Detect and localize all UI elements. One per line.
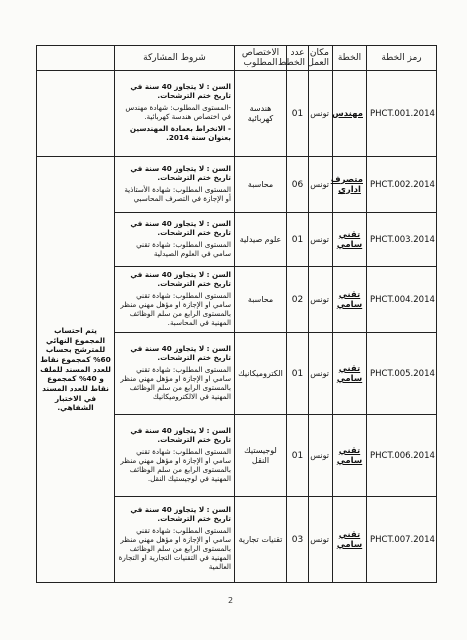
plan-count: 03 xyxy=(287,497,309,583)
work-location: تونس xyxy=(309,157,333,213)
plan-code: PHCT.005.2014 xyxy=(367,333,437,415)
plan-code: PHCT.007.2014 xyxy=(367,497,437,583)
work-location: تونس xyxy=(309,71,333,157)
plan-count: 01 xyxy=(287,415,309,497)
work-location: تونس xyxy=(309,213,333,267)
condition-age: السن : لا يتجاوز 40 سنة في تاريخ ختم الترشحات. xyxy=(130,505,231,523)
participation-conditions xyxy=(115,497,235,583)
table-header-row xyxy=(37,46,437,71)
plan-count: 06 xyxy=(287,157,309,213)
condition-level: المستوى المطلوب: شهادة تقني سامي في العلوم الصيدلية xyxy=(136,239,231,258)
participation-conditions xyxy=(115,333,235,415)
header-merged xyxy=(37,46,115,71)
plan-title: تقني سامي xyxy=(333,497,367,583)
table-row xyxy=(37,157,437,213)
condition-level: المستوى المطلوب: شهادة تقني سامي او الإجازة او مؤهل مهني منظر بالمستوى الرابع من سلم الوظائف المهنية في لوجيستيك النقل. xyxy=(120,446,231,483)
plan-count: 01 xyxy=(287,333,309,415)
plan-title: مهندس xyxy=(333,71,367,157)
page-number: 2 xyxy=(228,596,234,605)
positions-table xyxy=(36,45,437,583)
work-location: تونس xyxy=(309,415,333,497)
condition-level: المستوى المطلوب: شهادة الأستاذية أو الإجازة في التصرف المحاسبي xyxy=(124,184,231,203)
participation-conditions xyxy=(115,415,235,497)
plan-title: تقني سامي xyxy=(333,415,367,497)
header-location: مكان العمل xyxy=(309,46,333,71)
required-specialty: تقنيات تجارية xyxy=(235,497,287,583)
header-count: عدد الخطط xyxy=(287,46,309,71)
work-location: تونس xyxy=(309,333,333,415)
plan-code: PHCT.002.2014 xyxy=(367,157,437,213)
scoring-note: يتم احتساب المجموع النهائي للمترشح بحساب 60% كمجموع نقاط للعدد المسند للملف و 40% كمجموع نقاط للعدد المسند في الاختبار الشفاهي. xyxy=(37,157,115,583)
table-row xyxy=(37,71,437,157)
work-location: تونس xyxy=(309,497,333,583)
participation-conditions xyxy=(115,71,235,157)
plan-count: 01 xyxy=(287,71,309,157)
required-specialty: الكتروميكانيك xyxy=(235,333,287,415)
plan-title: تقني سامي xyxy=(333,267,367,333)
header-code: رمز الخطة xyxy=(367,46,437,71)
condition-age: السن : لا يتجاوز 40 سنة في تاريخ ختم الترشحات. xyxy=(130,343,231,362)
condition-age: السن : لا يتجاوز 40 سنة في تاريخ ختم الترشحات. xyxy=(130,425,231,444)
header-plan: الخطة xyxy=(333,46,367,71)
plan-code: PHCT.003.2014 xyxy=(367,213,437,267)
plan-count: 02 xyxy=(287,267,309,333)
condition-age: السن : لا يتجاوز 40 سنة في تاريخ ختم الترشحات. xyxy=(130,163,231,182)
condition-level: المستوى المطلوب: شهادة تقني سامي او الإجازة او مؤهل مهني منظر بالمستوى الرابع من سلم الوظائف المهنية في الالكتروميكانيك xyxy=(120,364,231,401)
required-specialty: هندسة كهربائية xyxy=(235,71,287,157)
required-specialty: محاسبة xyxy=(235,157,287,213)
required-specialty: علوم صيدلية xyxy=(235,213,287,267)
plan-code: PHCT.001.2014 xyxy=(367,71,437,157)
plan-title: متصرف اداري xyxy=(333,157,367,213)
condition-membership: - الانخراط بعمادة المهندسين بعنوان سنة 2014. xyxy=(129,124,231,142)
work-location: تونس xyxy=(309,267,333,333)
condition-age: السن : لا يتجاوز 40 سنة في تاريخ ختم الترشحات. xyxy=(130,218,231,237)
required-specialty: محاسبة xyxy=(235,267,287,333)
condition-level: المستوى المطلوب: شهادة تقني سامي او الإجازة او مؤهل مهني منظر بالمستوى الرابع من سلم الوظائف المهنية في التقنيات التجارية او التجارة العالمية xyxy=(118,526,231,571)
participation-conditions xyxy=(115,267,235,333)
header-conditions: شروط المشاركة xyxy=(115,46,235,71)
plan-title: تقني سامي xyxy=(333,213,367,267)
plan-code: PHCT.004.2014 xyxy=(367,267,437,333)
condition-age: السن : لا يتجاوز 40 سنة في تاريخ ختم الترشحات. xyxy=(130,269,231,288)
plan-code: PHCT.006.2014 xyxy=(367,415,437,497)
participation-conditions xyxy=(115,157,235,213)
participation-conditions xyxy=(115,213,235,267)
plan-title: تقني سامي xyxy=(333,333,367,415)
required-specialty: لوجيستيك النقل xyxy=(235,415,287,497)
header-specialty: الاختصاص المطلوب xyxy=(235,46,287,71)
condition-level: -المستوى المطلوب: شهادة مهندس في اختصاص هندسة كهربائية. xyxy=(125,103,231,121)
plan-count: 01 xyxy=(287,213,309,267)
condition-age: السن : لا يتجاوز 40 سنة في تاريخ ختم الترشحات. xyxy=(130,82,231,100)
condition-level: المستوى المطلوب: شهادة تقني سامي او الإجازة او مؤهل مهني منظر بالمستوى الرابع من سلم الوظائف المهنية في المحاسبة. xyxy=(120,290,231,327)
